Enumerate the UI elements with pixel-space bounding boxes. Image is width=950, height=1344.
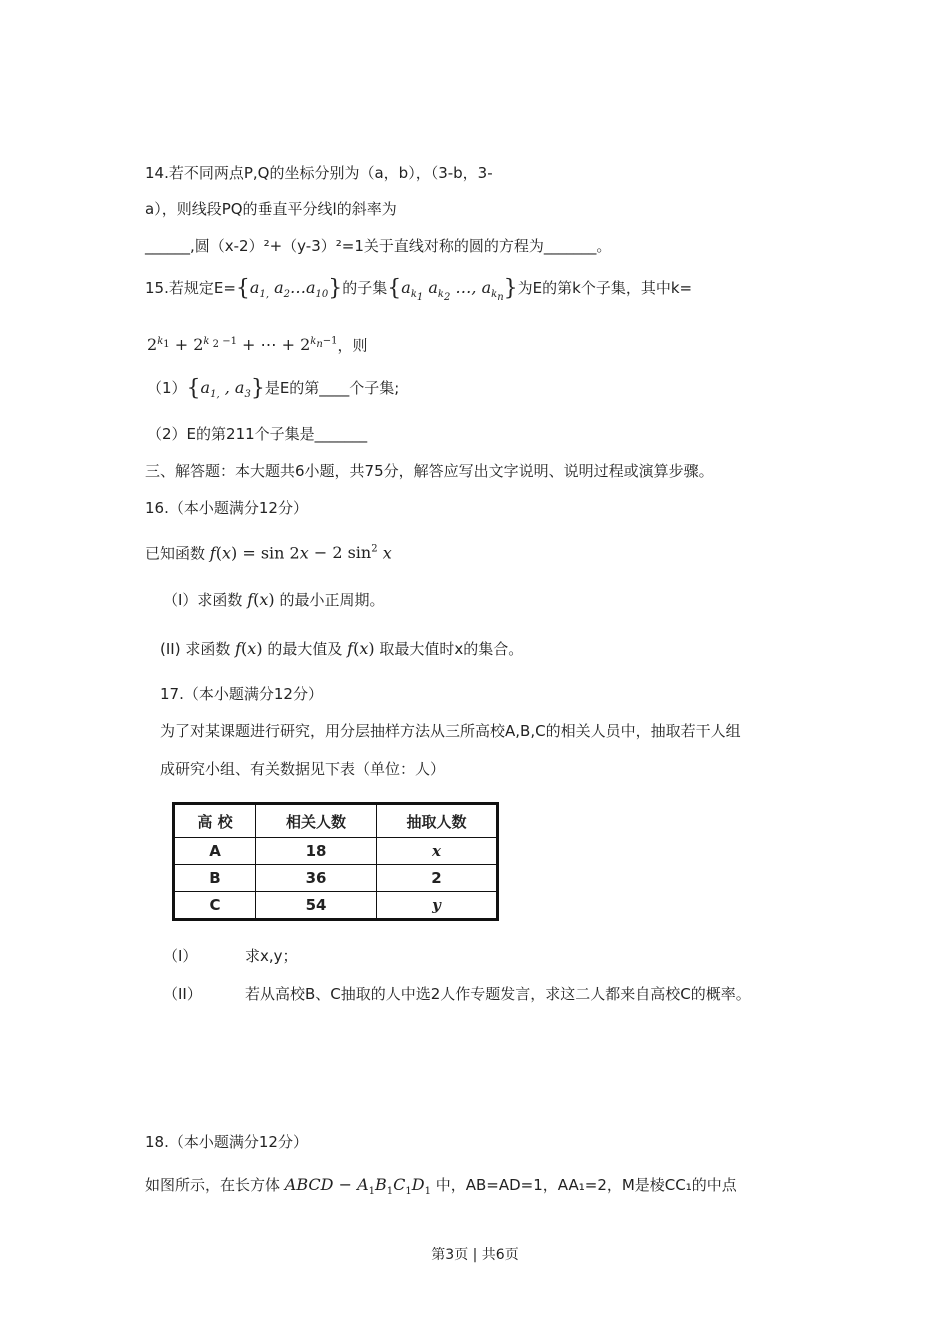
- q16-function: f: [209, 543, 216, 563]
- table-cell: y: [377, 892, 498, 920]
- q14-line1: 14.若不同两点P,Q的坐标分别为（a，b），（3-b，3-: [145, 164, 493, 182]
- q17-p1-text: 求x,y；: [245, 947, 298, 965]
- table-cell: B: [174, 865, 256, 892]
- q16-p2-prefix: (II) 求函数: [160, 640, 231, 658]
- q17-p2-label: （II）: [163, 985, 202, 1003]
- q15-p1-tail: 是E的第____个子集;: [264, 379, 400, 397]
- q15-suffix: 为E的第k个子集，其中k=: [517, 279, 693, 297]
- table-cell: C: [174, 892, 256, 920]
- q15-k-tail: ，则: [337, 336, 368, 355]
- q15-line1: 15.若规定$E=\{a_{1,}$ $a_2\dots a_{10}$}的子集{$a_{k_1}$ $a_{k_2}$ …, $a_{k_n}$}为E的第k个子集，其中k=: [145, 276, 693, 304]
- section3-heading: 三、解答题：本大题共6小题，共75分，解答应写出文字说明、说明过程或演算步骤。: [145, 462, 714, 480]
- q16-p2-suffix: 取最大值时x的集合。: [379, 640, 524, 658]
- q14-line2: a），则线段PQ的垂直平分线l的斜率为: [145, 200, 397, 218]
- q16-given-prefix: 已知函数: [145, 544, 206, 563]
- table-row: [174, 892, 498, 920]
- q14-line3: ______,圆（x-2）²+（y-3）²=1关于直线对称的圆的方程为_______。: [145, 237, 612, 255]
- table-row: [174, 865, 498, 892]
- table-header-cell: 抽取人数: [377, 804, 498, 838]
- q18-line1: 如图所示，在长方体 ABCD − $A_1B_1C_1D_1$ 中，AB=AD=1，AA₁=2，M是棱CC₁的中点: [145, 1175, 737, 1198]
- q17-p2-text: 若从高校B、C抽取的人中选2人作专题发言，求这二人都来自高校C的概率。: [245, 985, 751, 1003]
- q16-part1: （I）求函数 f(x) 的最小正周期。: [163, 590, 385, 609]
- page-footer: 第3页 | 共6页: [431, 1247, 519, 1263]
- q18-cuboid: ABCD: [284, 1175, 334, 1194]
- table-row: [174, 838, 498, 865]
- q16-given: 已知函数 f(x) = sin 2x − 2 $\sin^2 x$: [145, 543, 392, 563]
- q18-header: 18.（本小题满分12分）: [145, 1133, 308, 1151]
- table-cell: 18: [256, 838, 377, 865]
- q18-prefix: 如图所示，在长方体: [145, 1176, 281, 1194]
- q15-part1: $(1)\{a_{1,}$ , $a_3$}是E的第____个子集;: [147, 376, 400, 401]
- table-cell: A: [174, 838, 256, 865]
- table-cell: 2: [377, 865, 498, 892]
- q15-part2: （2）E的第211个子集是_______: [147, 425, 368, 443]
- q15-p1-set: $a_{1,}$ , $a_3$: [200, 378, 251, 401]
- q17-line1: 为了对某课题进行研究，用分层抽样方法从三所高校A,B,C的相关人员中，抽取若干人组: [160, 722, 741, 740]
- q17-data-table: [172, 802, 499, 921]
- q15-set-e: $a_{1,}$ $a_2\dots a_{10}$: [249, 278, 329, 301]
- table-cell: 36: [256, 865, 377, 892]
- q15-p1-label: （1）: [147, 379, 187, 397]
- table-header-row: [174, 804, 498, 838]
- q15-kline: [147, 332, 368, 355]
- q18-suffix: 中，AB=AD=1，AA₁=2，M是棱CC₁的中点: [435, 1176, 737, 1194]
- q17-header: 17.（本小题满分12分）: [160, 685, 323, 703]
- q15-mid: 的子集: [342, 279, 388, 297]
- q16-header: 16.（本小题满分12分）: [145, 499, 308, 517]
- q15-k-formula: $2^{k_1} + 2^{k _2 -1}$ + ⋯ + $2^{k_n-1}$: [147, 335, 338, 355]
- q15-subset: $a_{k_1}$ $a_{k_2}$ …, $a_{k_n}$: [401, 278, 504, 304]
- q16-part2: (II) 求函数 f(x) 的最大值及 f(x) 取最大值时x的集合。: [160, 639, 524, 658]
- q16-p1-prefix: （I）求函数: [163, 591, 243, 609]
- q17-p1-label: （I）: [163, 947, 198, 965]
- table-cell: x: [377, 838, 498, 865]
- table-cell: 54: [256, 892, 377, 920]
- table-header-cell: 相关人数: [256, 804, 377, 838]
- q17-line2: 成研究小组、有关数据见下表（单位：人）: [160, 760, 446, 778]
- q15-prefix: 15.若规定E=: [145, 279, 236, 297]
- q16-p1-suffix: 的最小正周期。: [279, 591, 385, 609]
- table-header-cell: 高 校: [174, 804, 256, 838]
- q16-p2-mid: 的最大值及: [267, 640, 343, 658]
